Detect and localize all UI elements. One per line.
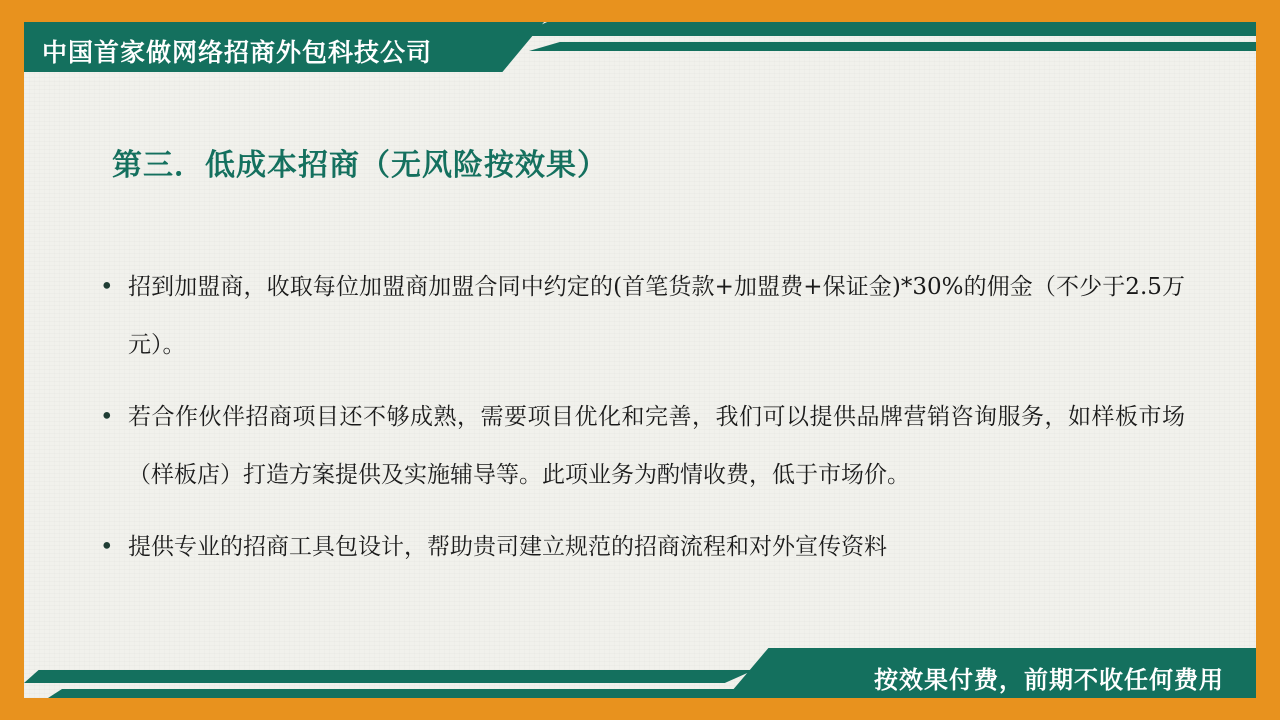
bullet-marker-icon: • <box>100 274 114 300</box>
bullet-marker-icon: • <box>100 404 114 430</box>
bullet-marker-icon: • <box>100 534 114 560</box>
bottom-banner-title: 按效果付费，前期不收任何费用 <box>874 666 1224 694</box>
list-item-text: 提供专业的招商工具包设计，帮助贵司建立规范的招商流程和对外宣传资料 <box>128 534 887 560</box>
list-item <box>100 258 1185 374</box>
bullet-list <box>100 258 1185 590</box>
top-banner-shape-stripe-1 <box>516 22 1256 36</box>
list-item-text: 若合作伙伴招商项目还不够成熟，需要项目优化和完善，我们可以提供品牌营销咨询服务，如样板市场（样板店）打造方案提供及实施辅导等。此项业务为酌情收费，低于市场价。 <box>128 404 1185 488</box>
list-item <box>100 518 1185 576</box>
top-banner <box>24 22 1256 72</box>
top-banner-shape-stripe-2 <box>529 42 1256 51</box>
bottom-banner-shape-stripe-1 <box>24 670 754 683</box>
bottom-banner <box>24 640 1256 698</box>
list-item <box>100 388 1185 504</box>
top-banner-title: 中国首家做网络招商外包科技公司 <box>42 38 433 67</box>
list-item-text: 招到加盟商，收取每位加盟商加盟合同中约定的(首笔货款+加盟费+保证金)*30%的佣金（不少于2.5万元）。 <box>128 274 1185 358</box>
page-title: 第三．低成本招商（无风险按效果） <box>112 148 608 183</box>
bottom-banner-shape-stripe-2 <box>48 689 748 698</box>
